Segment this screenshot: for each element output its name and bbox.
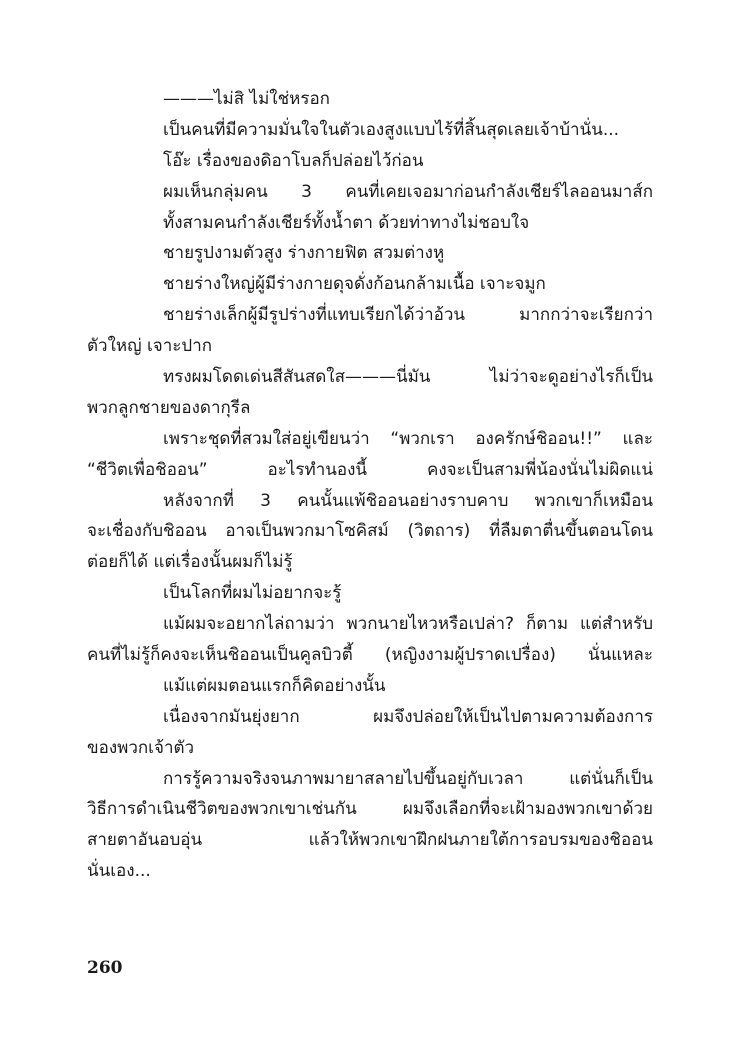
- text-line: ชายร่างใหญ่ผู้มีร่างกายดุจดั่งก้อนกล้ามเนื้อ เจาะจมูก: [163, 274, 546, 295]
- text-line: เป็นคนที่มีความมั่นใจในตัวเองสูงแบบไร้ที่สิ้นสุดเลยเจ้าบ้านั่น...: [163, 119, 620, 140]
- text-line: ชายรูปงามตัวสูง ร่างกายฟิต สวมต่างหู: [163, 243, 445, 264]
- text-line: ผมเห็นกลุ่มคน 3 คนที่เคยเจอมาก่อนกำลังเชียร์ไลออนมาส์ก: [163, 181, 653, 202]
- text-line: การรู้ความจริงจนภาพมายาสลายไปขึ้นอยู่กับเวลา แต่นั่นก็เป็น: [163, 768, 653, 789]
- page-number: 260: [87, 958, 123, 978]
- text-line: ชายร่างเล็กผู้มีรูปร่างที่แทบเรียกได้ว่าอ้วน มากกว่าจะเรียกว่า: [163, 305, 653, 326]
- text-line: สายตาอันอบอุ่น แล้วให้พวกเขาฝึกฝนภายใต้การอบรมของชิออน: [87, 830, 653, 851]
- text-line: เนื่องจากมันยุ่งยาก ผมจึงปล่อยให้เป็นไปตามความต้องการ: [163, 706, 653, 727]
- text-line: นั่นเอง...: [87, 861, 151, 882]
- text-line: เพราะชุดที่สวมใส่อยู่เขียนว่า “พวกเรา องครักษ์ชิออน!!” และ: [163, 428, 653, 449]
- text-line: ของพวกเจ้าตัว: [87, 737, 195, 758]
- text-line: คนที่ไม่รู้ก็คงจะเห็นชิออนเป็นคูลบิวตี้ (หญิงงามผู้ปราดเปรื่อง) นั่นแหละ: [87, 645, 653, 666]
- text-line: หลังจากที่ 3 คนนั้นแพ้ชิออนอย่างราบคาบ พวกเขาก็เหมือน: [163, 490, 653, 511]
- text-line: วิธีการดำเนินชีวิตของพวกเขาเช่นกัน ผมจึงเลือกที่จะเฝ้ามองพวกเขาด้วย: [87, 799, 653, 820]
- text-line: ตัวใหญ่ เจาะปาก: [87, 336, 213, 357]
- text-line: ทรงผมโดดเด่นสีสันสดใส———นี่มัน ไม่ว่าจะดูอย่างไรก็เป็น: [163, 367, 653, 388]
- text-line: เป็นโลกที่ผมไม่อยากจะรู้: [163, 583, 342, 604]
- text-line: แม้แต่ผมตอนแรกก็คิดอย่างนั้น: [163, 675, 386, 696]
- text-line: ทั้งสามคนกำลังเชียร์ทั้งน้ำตา ด้วยท่าทางไม่ชอบใจ: [163, 212, 530, 233]
- text-line: ต่อยก็ได้ แต่เรื่องนั้นผมก็ไม่รู้: [87, 552, 293, 573]
- text-line: พวกลูกชายของดากุรีล: [87, 397, 251, 418]
- text-line: ———ไม่สิ ไม่ใช่หรอก: [163, 89, 330, 109]
- text-line: แม้ผมจะอยากไล่ถามว่า พวกนายไหวหรือเปล่า? ก็ตาม แต่สำหรับ: [163, 614, 653, 635]
- body-text: [87, 84, 653, 887]
- text-line: “ชีวิตเพื่อชิออน” อะไรทำนองนี้ คงจะเป็นสามพี่น้องนั่นไม่ผิดแน่: [87, 459, 653, 480]
- text-line: จะเชื่องกับชิออน อาจเป็นพวกมาโซคิสม์ (วิตถาร) ที่ลืมตาตื่นขึ้นตอนโดน: [87, 521, 653, 542]
- text-line: โอ๊ะ เรื่องของดิอาโบลก็ปล่อยไว้ก่อน: [163, 150, 424, 171]
